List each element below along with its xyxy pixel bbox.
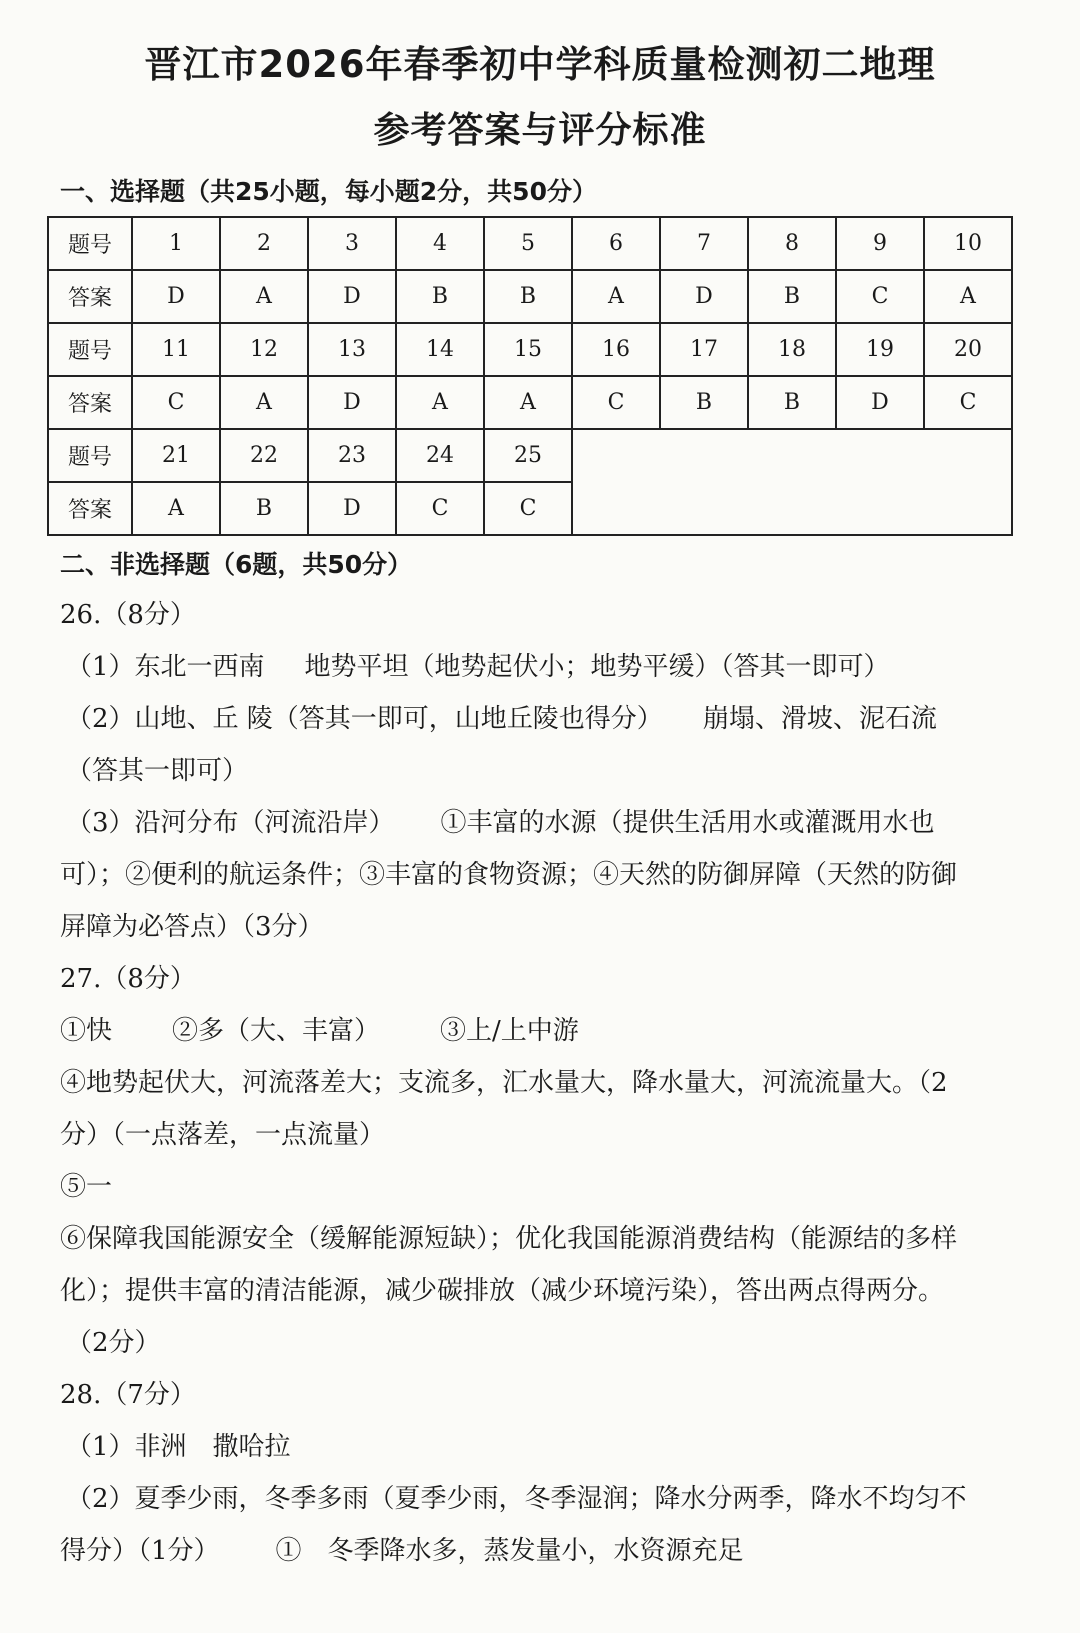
row-label: 题号: [48, 323, 132, 376]
q27-line7: （2分）: [66, 1328, 161, 1358]
row-label: 答案: [48, 376, 132, 429]
table-cell: 19: [836, 323, 924, 376]
q26-part1-direction: （1）东北一西南: [66, 652, 265, 682]
table-cell: A: [220, 270, 308, 323]
table-cell: A: [220, 376, 308, 429]
table-cell: C: [396, 482, 484, 535]
q26-part3-reasons: ①丰富的水源（提供生活用水或灌溉用水也: [440, 808, 935, 838]
table-cell: 5: [484, 217, 572, 270]
table-cell: 9: [836, 217, 924, 270]
table-cell: 3: [308, 217, 396, 270]
table-cell: 10: [924, 217, 1012, 270]
table-cell: D: [308, 482, 396, 535]
table-row: [48, 429, 1012, 482]
q27-title: 27.（8分）: [60, 964, 196, 994]
table-cell: 14: [396, 323, 484, 376]
page-subtitle: 参考答案与评分标准: [373, 110, 707, 151]
table-cell: A: [396, 376, 484, 429]
q27-answer3: ③上/上中游: [440, 1016, 579, 1046]
table-cell: 20: [924, 323, 1012, 376]
q26-part3: [66, 806, 935, 840]
q27-line5: ⑥保障我国能源安全（缓解能源短缺）；优化我国能源消费结构（能源结的多样: [60, 1224, 958, 1254]
table-cell: A: [924, 270, 1012, 323]
table-cell: 22: [220, 429, 308, 482]
q27-line6: 化）；提供丰富的清洁能源，减少碳排放（减少环境污染），答出两点得两分。: [60, 1276, 945, 1306]
row-label: 答案: [48, 270, 132, 323]
table-cell: 23: [308, 429, 396, 482]
q26-part2-note: （答其一即可）: [66, 756, 249, 786]
table-cell: 2: [220, 217, 308, 270]
table-cell: B: [748, 376, 836, 429]
table-cell: A: [484, 376, 572, 429]
table-cell: 12: [220, 323, 308, 376]
table-row: [48, 270, 1012, 323]
q26-part1-terrain: 地势平坦（地势起伏小；地势平缓）（答其一即可）: [304, 652, 890, 682]
row-label: 答案: [48, 482, 132, 535]
q27-line3: 分）（一点落差，一点流量）: [60, 1120, 386, 1150]
table-cell: B: [220, 482, 308, 535]
q28-line1: （1）非洲 撒哈拉: [66, 1432, 291, 1462]
q27-answer1: ①快: [60, 1016, 113, 1046]
q28-line3-score: 得分）（1分）: [60, 1536, 220, 1566]
q27-line2: ④地势起伏大，河流落差大；支流多，汇水量大，降水量大，河流流量大。（2: [60, 1068, 948, 1098]
table-cell: 13: [308, 323, 396, 376]
table-cell: D: [132, 270, 220, 323]
table-cell: B: [748, 270, 836, 323]
table-cell: 15: [484, 323, 572, 376]
table-cell: 25: [484, 429, 572, 482]
table-cell: 24: [396, 429, 484, 482]
q26-part2: [66, 702, 937, 736]
table-cell: 6: [572, 217, 660, 270]
table-cell: 18: [748, 323, 836, 376]
empty-table-area: [572, 429, 1012, 535]
table-cell: D: [308, 270, 396, 323]
q26-title: 26.（8分）: [60, 600, 196, 630]
q27-line1: [60, 1014, 579, 1048]
q28-line2: （2）夏季少雨，冬季多雨（夏季少雨，冬季湿润；降水分两季，降水不均匀不: [66, 1484, 967, 1514]
table-cell: D: [308, 376, 396, 429]
q26-part1: [66, 650, 890, 684]
table-cell: 21: [132, 429, 220, 482]
table-cell: B: [484, 270, 572, 323]
table-cell: 7: [660, 217, 748, 270]
section-heading-multiple-choice: 一、选择题（共25小题，每小题2分，共50分）: [60, 177, 597, 206]
q28-title: 28.（7分）: [60, 1380, 196, 1410]
table-cell: B: [660, 376, 748, 429]
table-row: [48, 217, 1012, 270]
table-cell: C: [132, 376, 220, 429]
q27-line4: ⑤一: [60, 1172, 113, 1202]
table-cell: C: [484, 482, 572, 535]
table-cell: 4: [396, 217, 484, 270]
q28-line3: [60, 1534, 744, 1568]
table-cell: 8: [748, 217, 836, 270]
row-label: 题号: [48, 217, 132, 270]
table-cell: C: [836, 270, 924, 323]
section-heading-non-choice: 二、非选择题（6题，共50分）: [60, 550, 413, 579]
answer-table: [47, 216, 1013, 536]
table-cell: 1: [132, 217, 220, 270]
q26-part2-hazards: 崩塌、滑坡、泥石流: [702, 704, 937, 734]
table-cell: C: [572, 376, 660, 429]
table-row: [48, 323, 1012, 376]
table-cell: D: [836, 376, 924, 429]
table-cell: 11: [132, 323, 220, 376]
table-cell: 16: [572, 323, 660, 376]
table-cell: D: [660, 270, 748, 323]
table-cell: 17: [660, 323, 748, 376]
page-title: 晋江市2026年春季初中学科质量检测初二地理: [144, 43, 936, 86]
q26-part2-landform: （2）山地、丘 陵（答其一即可，山地丘陵也得分）: [66, 704, 663, 734]
table-cell: C: [924, 376, 1012, 429]
table-cell: A: [572, 270, 660, 323]
q26-part3-distribution: （3）沿河分布（河流沿岸）: [66, 808, 395, 838]
table-row: [48, 376, 1012, 429]
q28-line3-answer: ① 冬季降水多，蒸发量小，水资源充足: [275, 1536, 744, 1566]
q27-answer2: ②多（大、丰富）: [172, 1016, 381, 1046]
row-label: 题号: [48, 429, 132, 482]
table-cell: A: [132, 482, 220, 535]
q26-part3-line2: 可）；②便利的航运条件；③丰富的食物资源；④天然的防御屏障（天然的防御: [60, 860, 958, 890]
table-cell: B: [396, 270, 484, 323]
q26-part3-line3: 屏障为必答点）（3分）: [60, 912, 324, 942]
